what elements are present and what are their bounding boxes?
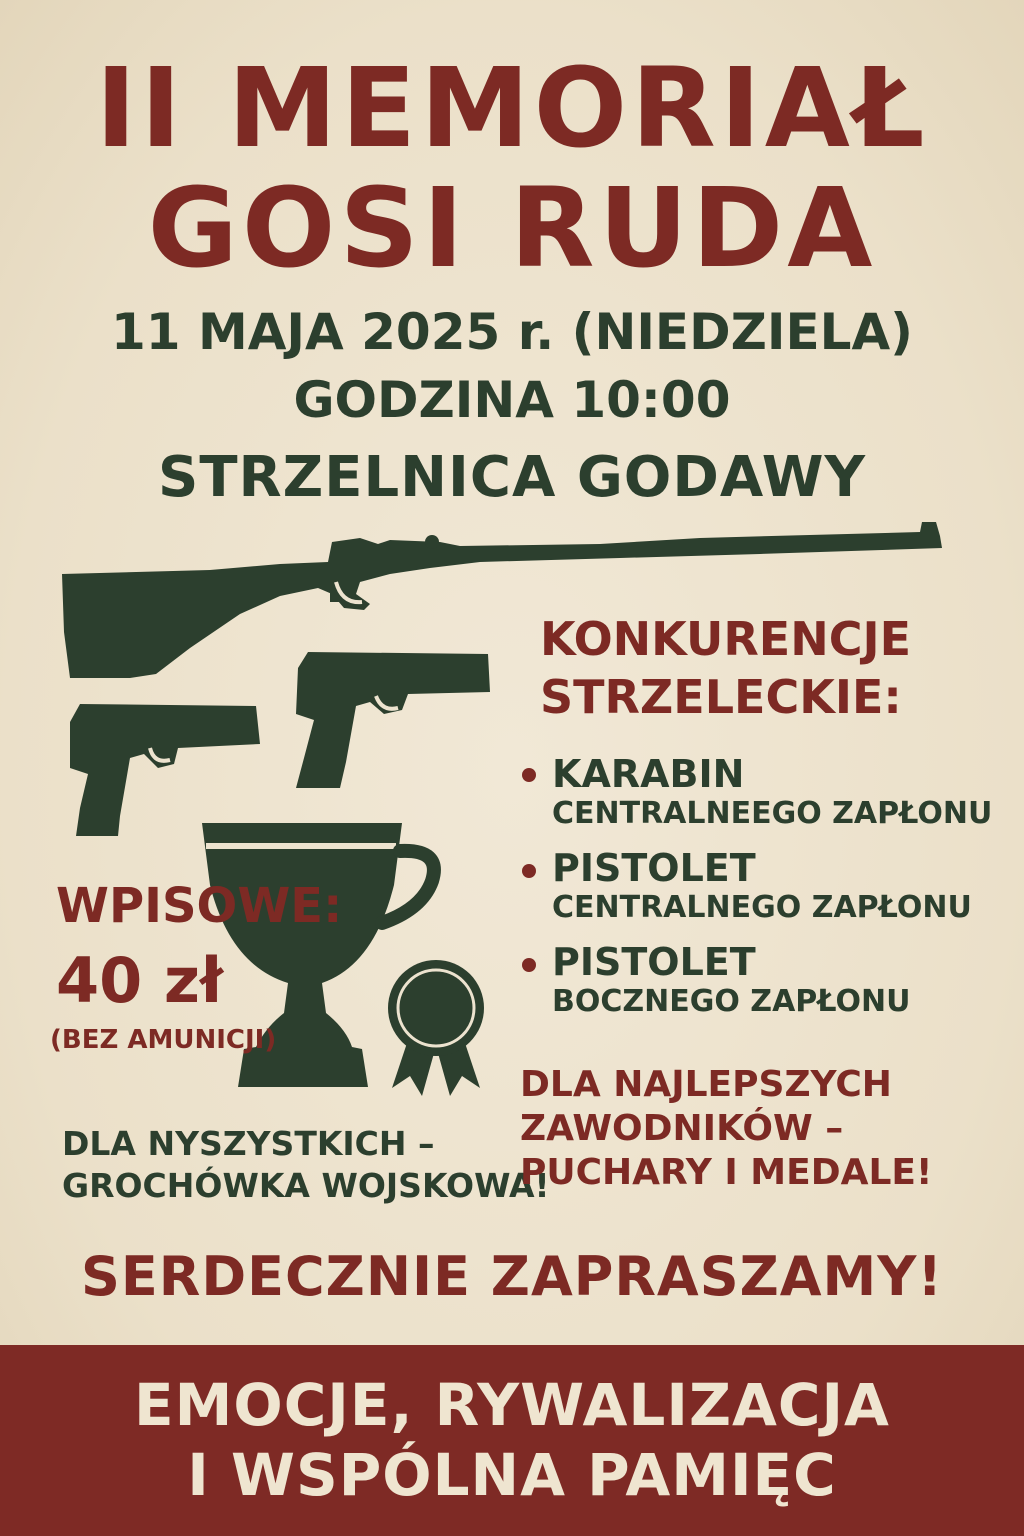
for-best-line-3: PUCHARY I MEDALE! (520, 1152, 933, 1193)
list-bullet (522, 864, 536, 878)
fee-label: WPISOWE: (56, 878, 343, 934)
competition-detail: CENTRALNEEGO ZAPŁONU (552, 796, 993, 831)
competition-name: PISTOLET (552, 846, 756, 890)
title-line-1: II MEMORIAŁ (95, 44, 929, 172)
slogan-line-2: I WSPÓLNA PAMIĘC (187, 1441, 837, 1509)
for-all-line-2: GROCHÓWKA WOJSKOWA! (62, 1166, 550, 1205)
competition-detail: BOCZNEGO ZAPŁONU (552, 984, 911, 1019)
event-date: 11 MAJA 2025 r. (NIEDZIELA) (110, 303, 914, 361)
slogan-line-1: EMOCJE, RYWALIZACJA (134, 1371, 890, 1439)
for-all-line-1: DLA NYSZYSTKICH – (62, 1124, 435, 1163)
list-bullet (522, 768, 536, 782)
rifle-icon (60, 522, 950, 692)
fee-note: (BEZ AMUNICJI) (50, 1025, 277, 1055)
event-place: STRZELNICA GODAWY (157, 445, 867, 510)
title-line-2: GOSI RUDA (147, 164, 877, 292)
competition-detail: CENTRALNEGO ZAPŁONU (552, 890, 972, 925)
competition-name: KARABIN (552, 752, 745, 796)
pistol-icon (290, 648, 495, 798)
competition-name: PISTOLET (552, 940, 756, 984)
fee-amount: 40 zł (56, 944, 223, 1017)
competitions-heading-1: KONKURENCJE (540, 612, 912, 666)
invitation: SERDECZNIE ZAPRASZAMY! (80, 1245, 944, 1308)
for-best-line-2: ZAWODNIKÓW – (520, 1108, 844, 1149)
event-hour: GODZINA 10:00 (293, 371, 731, 429)
for-best-line-1: DLA NAJLEPSZYCH (520, 1064, 892, 1105)
list-bullet (522, 958, 536, 972)
competitions-heading-2: STRZELECKIE: (540, 670, 902, 724)
medal-icon (384, 958, 488, 1098)
